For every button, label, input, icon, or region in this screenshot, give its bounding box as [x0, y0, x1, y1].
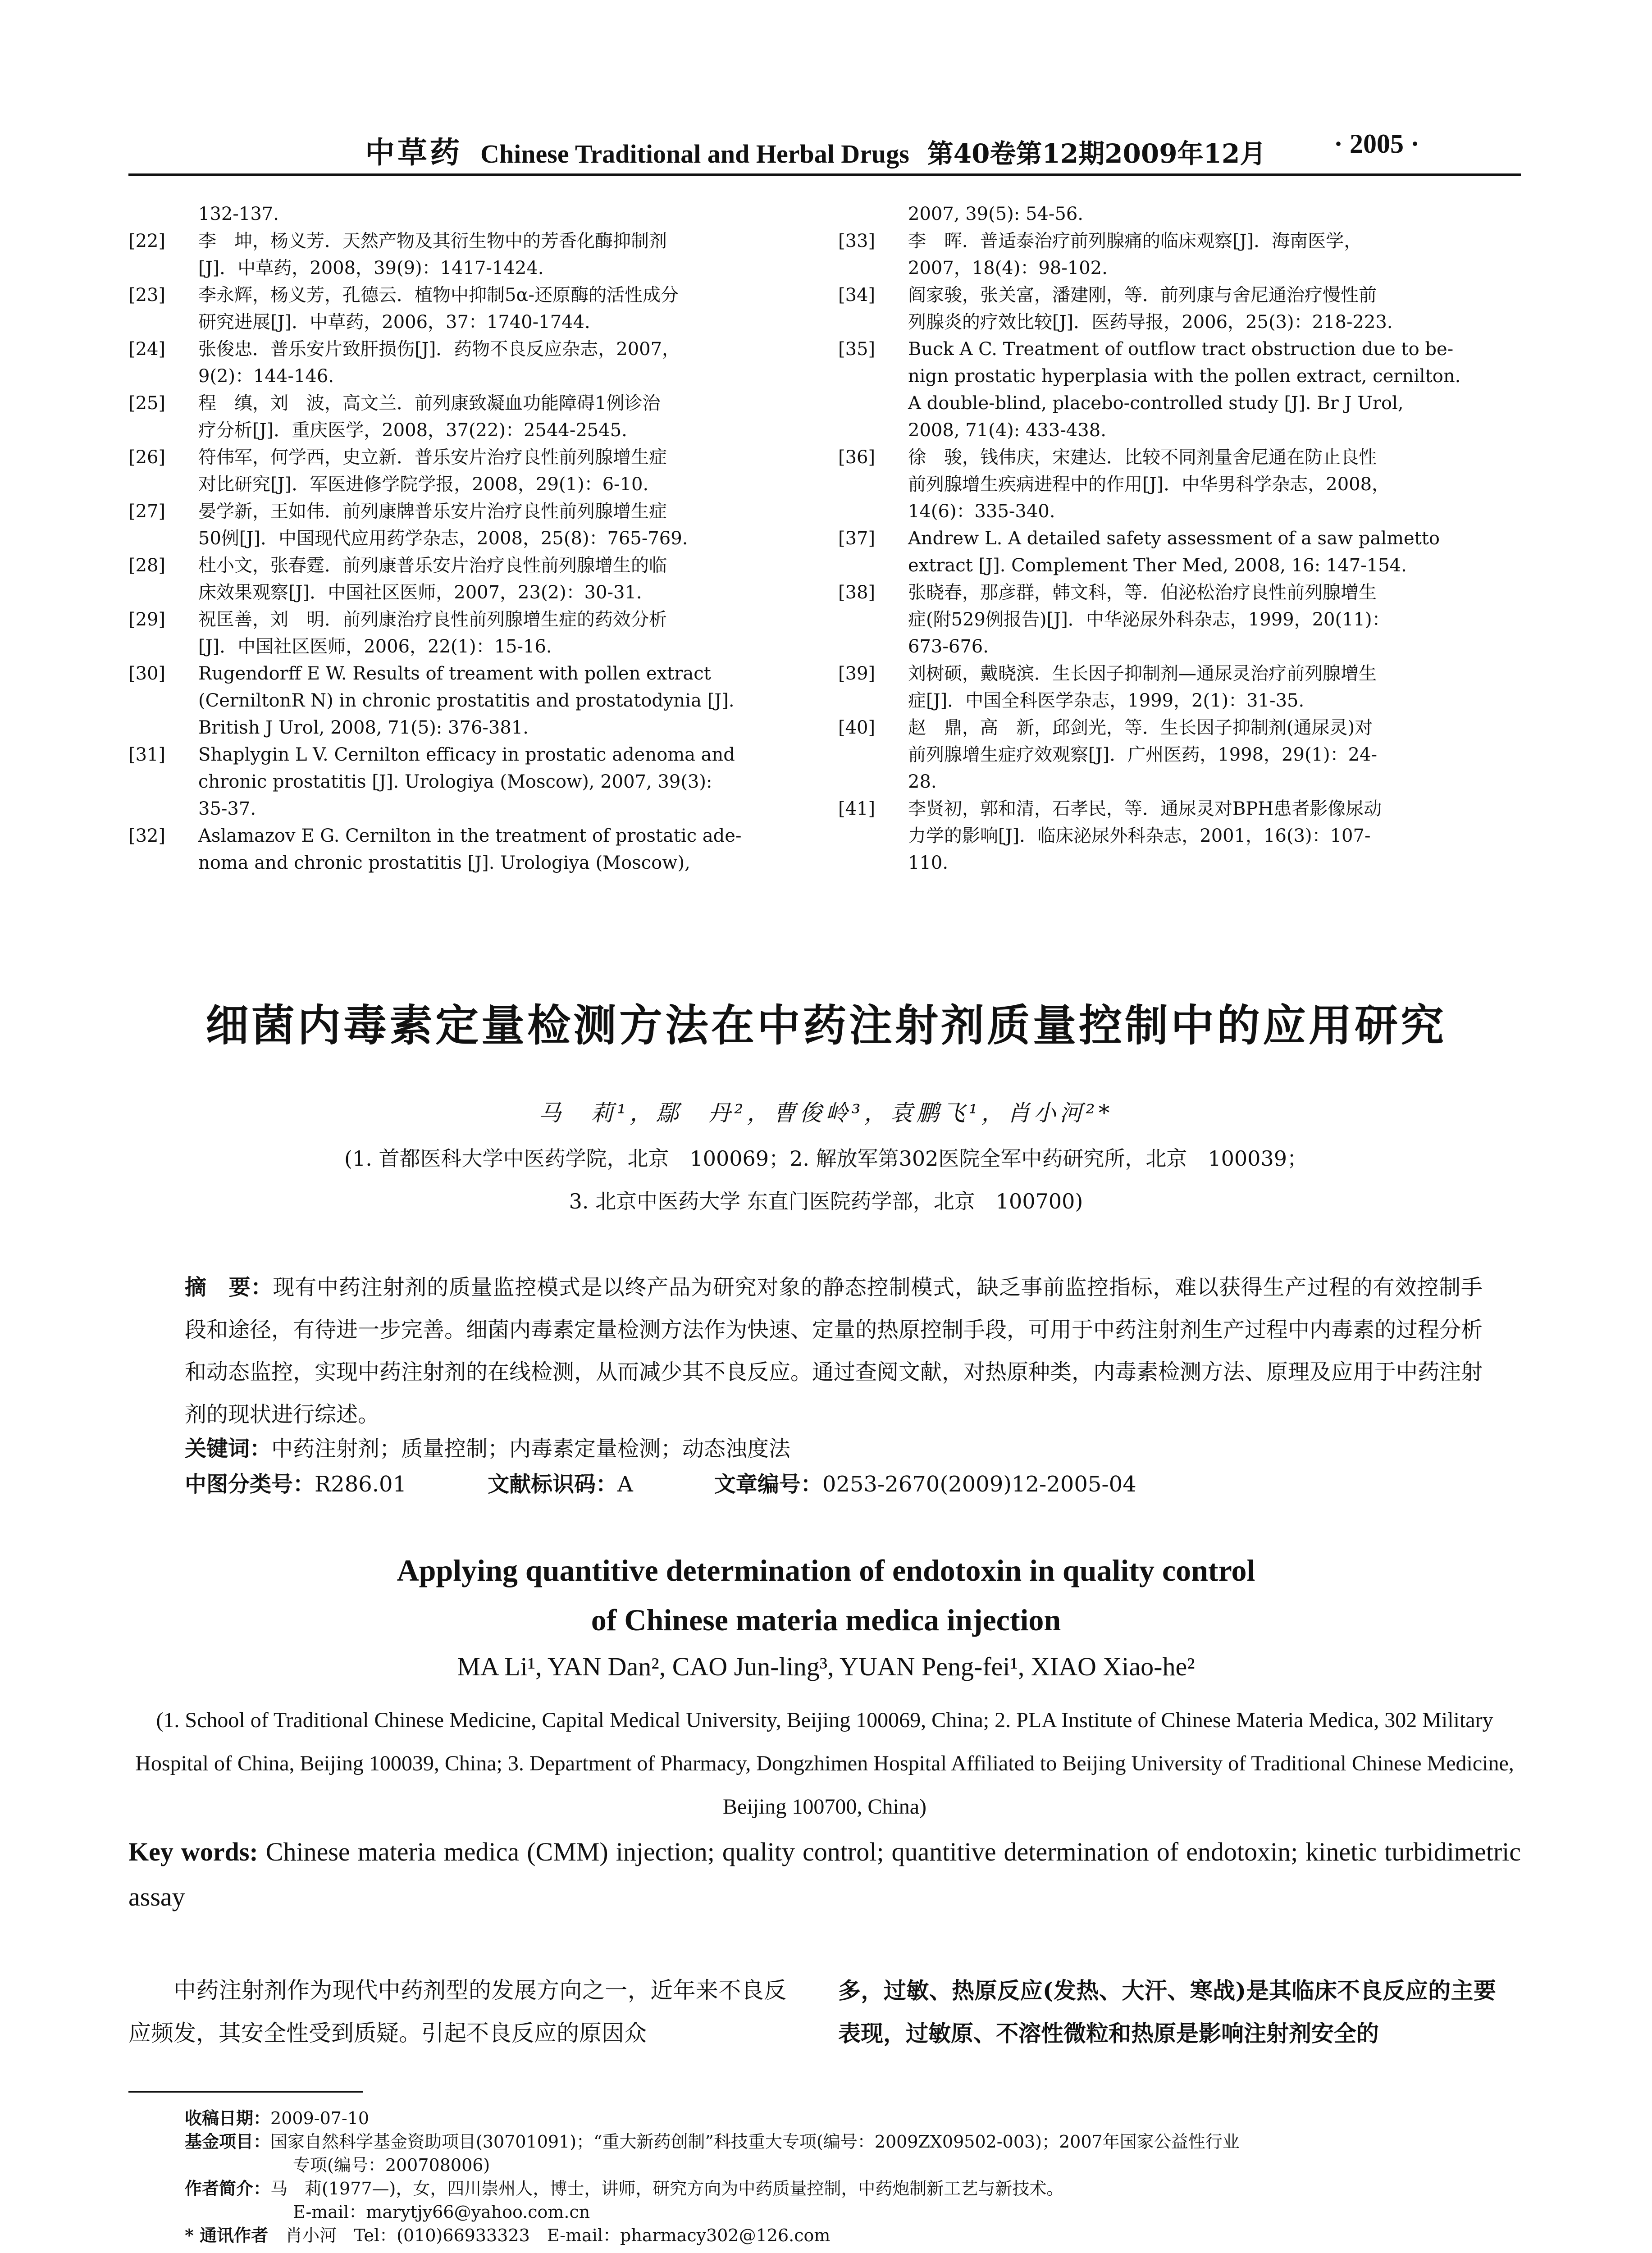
article-no-field: [714, 1467, 1136, 1498]
issue-info: 第40卷第12期2009年12月: [927, 138, 1266, 169]
reference-number: [27]: [128, 501, 166, 522]
clc-label: 中图分类号：: [185, 1472, 315, 1497]
received-label: 收稿日期：: [185, 2108, 271, 2128]
corresponding-label: * 通讯作者: [185, 2225, 286, 2245]
affiliation-cn-line-1: (1. 首都医科大学中医药学院，北京 100069；2. 解放军第302医院全军中药研究所，北京 100039；: [344, 1146, 1308, 1171]
footnote-corresponding: [185, 2224, 1492, 2247]
reference-text: Andrew L. A detailed safety assessment of a saw palmetto extract [J]. Complement Ther Med, 2008, 16: 147-154.: [908, 528, 1440, 576]
reference-item: [128, 390, 809, 444]
article-no-value: 0253-2670(2009)12-2005-04: [822, 1472, 1136, 1497]
reference-item: [838, 228, 1519, 282]
reference-item: [838, 579, 1519, 660]
reference-text: 2007, 39(5): 54-56.: [908, 204, 1084, 224]
running-header: [365, 128, 1266, 170]
affiliation-cn-line-2: 3. 北京中医药大学 东直门医院药学部，北京 100700): [569, 1189, 1083, 1213]
keywords-label: 关键词：: [185, 1436, 272, 1461]
reference-text: 李 坤，杨义芳．天然产物及其衍生物中的芳香化酶抑制剂 [J]．中草药，2008，39(9)：1417-1424.: [198, 231, 667, 278]
affiliation-en: (1. School of Traditional Chinese Medicine, Capital Medical University, Beijing 100069, China; 2. PLA Institute of Chinese Materia Medica, 302 Military Hospital of China, Beijing 100039, China; 3. Department of Pharmacy, Dongzhimen Hospital Affiliated to Beijing University of Traditional Chinese Medicine, Beijing 100700, China): [135, 1708, 1514, 1819]
keywords-en-text: Chinese materia medica (CMM) injection; quality control; quantitive determination of endotoxin; kinetic turbidimetric assay: [128, 1837, 1521, 1911]
reference-item: [838, 525, 1519, 579]
keywords-en-label: Key words:: [128, 1837, 258, 1866]
reference-number: [29]: [128, 609, 166, 630]
footnote-author: [185, 2177, 1492, 2200]
header-rule: [128, 173, 1521, 176]
body-text-left: 中药注射剂作为现代中药剂型的发展方向之一，近年来不良反应频发，其安全性受到质疑。引起不良反应的原因众: [128, 1977, 786, 2046]
reference-item: [838, 336, 1519, 444]
reference-item: [128, 741, 809, 822]
footnote-received: [185, 2107, 1492, 2130]
reference-number: [36]: [838, 447, 876, 468]
reference-text: 李贤初，郭和清，石孝民，等．通尿灵对BPH患者影像尿动 力学的影响[J]．临床泌尿外科杂志，2001，16(3)：107- 110.: [908, 798, 1382, 873]
reference-text: 祝匡善，刘 明．前列康治疗良性前列腺增生症的药效分析 [J]．中国社区医师，2006，22(1)：15-16.: [198, 609, 667, 657]
reference-text: 晏学新，王如伟．前列康牌普乐安片治疗良性前列腺增生症 50例[J]．中国现代应用药学杂志，2008，25(8)：765-769.: [198, 501, 688, 549]
abstract-cn: [185, 1266, 1483, 1436]
reference-item: [838, 660, 1519, 714]
keywords-text: 中药注射剂；质量控制；内毒素定量检测；动态浊度法: [271, 1436, 791, 1461]
reference-item: [128, 201, 809, 228]
reference-number: [33]: [838, 231, 876, 251]
author-label: 作者简介：: [185, 2178, 271, 2198]
classification-row: [185, 1467, 1218, 1498]
reference-number: [32]: [128, 825, 166, 846]
reference-item: [838, 714, 1519, 795]
reference-number: [31]: [128, 744, 166, 765]
reference-item: [838, 201, 1519, 228]
reference-text: 符伟军，何学西，史立新．普乐安片治疗良性前列腺增生症 对比研究[J]．军医进修学院学报，2008，29(1)：6-10.: [198, 447, 667, 495]
footnote-fund: [185, 2130, 1492, 2153]
journal-name-en: Chinese Traditional and Herbal Drugs: [480, 139, 909, 169]
reference-text: Buck A C. Treatment of outflow tract obstruction due to be- nign prostatic hyperplasia with the pollen extract, cernilton. A double-blind, placebo-controlled study [J]. Br J Urol, 2008, 71(4): 433-438.: [908, 339, 1461, 441]
doc-code-label: 文献标识码：: [488, 1472, 618, 1497]
reference-item: [128, 606, 809, 660]
reference-item: [838, 282, 1519, 336]
reference-number: [128, 201, 198, 228]
reference-item: [128, 444, 809, 498]
reference-text: 132-137.: [198, 204, 279, 224]
fund-text-cont: 专项(编号：200708006): [293, 2155, 490, 2175]
reference-item: [128, 822, 809, 876]
reference-item: [128, 228, 809, 282]
reference-number: [40]: [838, 717, 876, 738]
article-title-cn: 细菌内毒素定量检测方法在中药注射剂质量控制中的应用研究: [205, 1000, 1447, 1051]
footnote-rule: [128, 2091, 363, 2093]
reference-text: 张俊忠．普乐安片致肝损伤[J]．药物不良反应杂志，2007， 9(2)：144-146.: [198, 339, 680, 387]
title-en-line-2: of Chinese materia medica injection: [591, 1603, 1061, 1637]
reference-text: Shaplygin L V. Cernilton efficacy in prostatic adenoma and chronic prostatitis [J]. Urologiya (Moscow), 2007, 39(3): 35-37.: [198, 744, 735, 819]
reference-text: 阎家骏，张关富，潘建刚，等．前列康与舍尼通治疗慢性前 列腺炎的疗效比较[J]．医药导报，2006，25(3)：218-223.: [908, 285, 1393, 333]
title-en-line-1: Applying quantitive determination of endotoxin in quality control: [397, 1553, 1255, 1587]
fund-text: 国家自然科学基金资助项目(30701091)；“重大新药创制”科技重大专项(编号：2009ZX09502-003)；2007年国家公益性行业: [270, 2132, 1240, 2152]
references-left-column: [128, 201, 809, 876]
reference-text: Aslamazov E G. Cernilton in the treatment of prostatic ade- noma and chronic prostatitis [J]. Urologiya (Moscow),: [198, 825, 742, 873]
reference-item: [128, 498, 809, 552]
journal-name-cn: 中草药: [365, 135, 462, 170]
reference-number: [24]: [128, 339, 166, 360]
reference-item: [128, 282, 809, 336]
reference-text: 李永辉，杨义芳，孔德云．植物中抑制5α-还原酶的活性成分 研究进展[J]．中草药，2006，37：1740-1744.: [198, 285, 679, 333]
body-text-right: 多，过敏、热原反应(发热、大汗、寒战)是其临床不良反应的主要表现，过敏原、不溶性微粒和热原是影响注射剂安全的: [838, 1977, 1496, 2047]
corresponding-text: 肖小河 Tel：(010)66933323 E-mail：pharmacy302@126.com: [285, 2226, 831, 2245]
abstract-text: 现有中药注射剂的质量监控模式是以终产品为研究对象的静态控制模式，缺乏事前监控指标，难以获得生产过程的有效控制手段和途径，有待进一步完善。细菌内毒素定量检测方法作为快速、定量的热原控制手段，可用于中药注射剂生产过程中内毒素的过程分析和动态监控，实现中药注射剂的在线检测，从而减少其不良反应。通过查阅文献，对热原种类，内毒素检测方法、原理及应用于中药注射剂的现状进行综述。: [185, 1275, 1483, 1427]
reference-item: [128, 336, 809, 390]
article-no-label: 文章编号：: [714, 1472, 822, 1497]
footnotes: [185, 2107, 1492, 2247]
reference-number: [30]: [128, 663, 166, 684]
reference-number: [25]: [128, 393, 166, 414]
page-number: · 2005 ·: [1334, 129, 1420, 159]
reference-text: 赵 鼎，高 新，邱剑光，等．生长因子抑制剂(通尿灵)对 前列腺增生症疗效观察[J]．广州医药，1998，29(1)：24- 28.: [908, 717, 1378, 792]
clc-value: R286.01: [315, 1472, 407, 1497]
reference-item: [128, 552, 809, 606]
reference-number: [35]: [838, 339, 876, 360]
keywords-en: [128, 1829, 1521, 1920]
keywords-cn: [185, 1431, 1483, 1467]
reference-number: [838, 201, 908, 228]
reference-number: [41]: [838, 798, 876, 819]
author-text: 马 莉(1977—)，女，四川崇州人，博士，讲师，研究方向为中药质量控制，中药炮制新工艺与新技术。: [270, 2179, 1064, 2198]
authors-en: MA Li¹, YAN Dan², CAO Jun-ling³, YUAN Peng-fei¹, XIAO Xiao-he²: [457, 1652, 1195, 1681]
reference-text: 徐 骏，钱伟庆，宋建达．比较不同剂量舍尼通在防止良性 前列腺增生疾病进程中的作用[J]．中华男科学杂志，2008， 14(6)：335-340.: [908, 447, 1390, 522]
doc-code-field: [488, 1467, 633, 1498]
reference-text: 程 缜，刘 波，高文兰．前列康致凝血功能障碍1例诊治 疗分析[J]．重庆医学，2008，37(22)：2544-2545.: [198, 393, 661, 441]
reference-number: [34]: [838, 285, 876, 306]
reference-number: [22]: [128, 231, 166, 251]
received-date: 2009-07-10: [270, 2108, 370, 2128]
author-email: E-mail：marytjy66@yahoo.com.cn: [293, 2202, 590, 2222]
reference-text: 刘树硕，戴晓滨．生长因子抑制剂—通尿灵治疗前列腺增生 症[J]．中国全科医学杂志，1999，2(1)：31-35.: [908, 663, 1377, 711]
reference-number: [39]: [838, 663, 876, 684]
reference-text: 杜小文，张春霆．前列康普乐安片治疗良性前列腺增生的临 床效果观察[J]．中国社区医师，2007，23(2)：30-31.: [198, 555, 667, 603]
reference-item: [838, 795, 1519, 876]
fund-label: 基金项目：: [185, 2131, 271, 2152]
reference-number: [26]: [128, 447, 166, 468]
clc-field: [185, 1467, 406, 1498]
references-right-column: [838, 201, 1519, 876]
reference-text: Rugendorff E W. Results of treament with pollen extract (CerniltonR N) in chronic prostatitis and prostatodynia [J]. British J Urol, 2008, 71(5): 376-381.: [198, 663, 735, 738]
reference-number: [37]: [838, 528, 876, 549]
article-title-en: [0, 1546, 1652, 1645]
doc-code-value: A: [617, 1472, 633, 1497]
reference-item: [128, 660, 809, 741]
reference-text: 李 晖．普适泰治疗前列腺痛的临床观察[J]．海南医学， 2007，18(4)：98-102.: [908, 231, 1362, 278]
reference-number: [38]: [838, 582, 876, 603]
reference-number: [28]: [128, 555, 166, 576]
abstract-label: 摘 要：: [185, 1275, 273, 1300]
authors-cn: 马 莉¹，鄢 丹²，曹俊岭³，袁鹏飞¹，肖小河²*: [538, 1100, 1114, 1126]
reference-item: [838, 444, 1519, 525]
reference-number: [23]: [128, 285, 166, 306]
reference-text: 张晓春，那彦群，韩文科，等．伯泌松治疗良性前列腺增生 症(附529例报告)[J]．中华泌尿外科杂志，1999，20(11)： 673-676.: [908, 582, 1390, 657]
